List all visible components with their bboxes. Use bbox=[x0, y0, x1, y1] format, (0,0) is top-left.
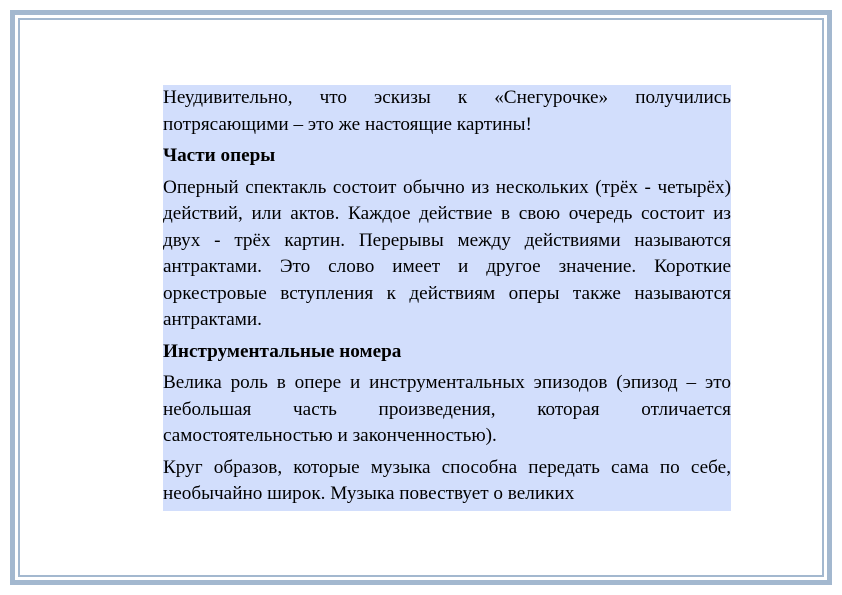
paragraph-instrumental-episodes: Велика роль в опере и инструментальных эпизодов (эпизод – это небольшая часть произведения, которая отличается самостоятельностью и законченностью). bbox=[163, 372, 731, 446]
heading-instrumental-numbers: Инструментальные номера bbox=[163, 340, 402, 362]
paragraph-images: Круг образов, которые музыка способна передать сама по себе, необычайно широк. Музыка повествует о великих bbox=[163, 456, 731, 504]
heading-opera-parts: Части оперы bbox=[163, 145, 276, 166]
paragraph-opera-parts: Оперный спектакль состоит обычно из нескольких (трёх - четырёх) действий, или актов. Каждое действие в свою очередь состоит из двух - трёх картин. Перерывы между действиями называются антрактами. Это слово имеет и другое значение. Короткие оркестровые вступления к действиям оперы также называются антрактами. bbox=[163, 176, 731, 330]
text-block bbox=[163, 85, 731, 511]
paragraph-intro: Неудивительно, что эскизы к «Снегурочке» получились потрясающими – это же настоящие картины! bbox=[163, 87, 731, 135]
